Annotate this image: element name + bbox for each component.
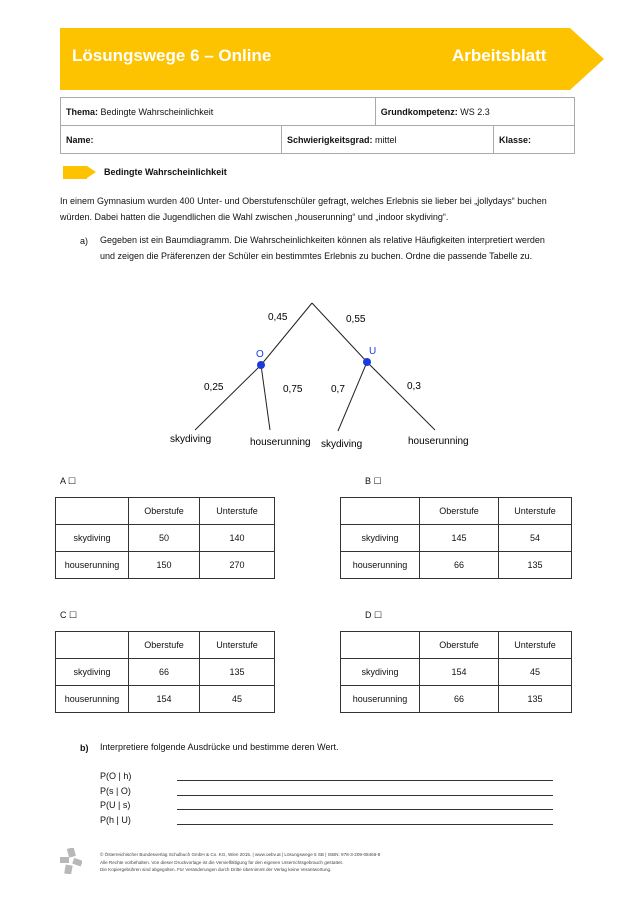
footer-line-2: Alle Rechte vorbehalten. Von dieser Druckvorlage ist die Vervielfältigung für den eigenen Unterrichtsgebrauch gestattet. [100,859,344,865]
answer-line-2[interactable] [177,795,553,796]
table-cell: 50 [129,525,200,552]
intro-line-1: In einem Gymnasium wurden 400 Unter- und Oberstufenschüler gefragt, welches Erlebnis sie lieber bei „jollydays“ buchen [60,196,547,206]
table-header-empty [341,632,420,659]
table-cell: 66 [420,686,499,713]
info-table [60,97,575,154]
table-header: Unterstufe [200,632,275,659]
klasse-label: Klasse: [499,134,532,145]
page-title: Lösungswege 6 – Online [72,46,272,65]
section-arrow-tip [87,166,96,178]
prob-o-house: 0,75 [283,384,303,395]
document-type: Arbeitsblatt [452,46,547,65]
header-banner-arrow [570,28,604,90]
option-a-table [55,497,275,579]
edge-root-u [312,303,367,362]
table-header: Oberstufe [129,498,200,525]
table-cell: 135 [499,552,572,579]
table-cell: 45 [200,686,275,713]
table-header-empty [56,498,129,525]
answer-line-3[interactable] [177,809,553,810]
table-cell: 150 [129,552,200,579]
row-label: skydiving [56,525,129,552]
table-cell: 145 [420,525,499,552]
prob-o: 0,45 [268,312,288,323]
edge-u-sky [338,362,367,431]
footer-copyright [100,851,380,874]
schwierig-label: Schwierigkeitsgrad: [287,134,373,145]
edge-o-sky [195,365,261,430]
table-cell: 45 [499,659,572,686]
leaf-skydiving-o: skydiving [170,434,212,445]
edge-u-house [367,362,435,430]
table-cell: 135 [200,659,275,686]
row-label: houserunning [56,686,129,713]
option-a-checkbox[interactable]: A ☐ [60,476,77,486]
row-label: houserunning [56,552,129,579]
table-header: Oberstufe [420,498,499,525]
name-cell[interactable] [61,126,282,154]
footer-line-3: Die Kopiergebühren sind abgegolten. Für Veränderungen durch Dritte übernimmt der Verlag keine Verantwortung. [100,867,332,872]
leaf-houserunning-u: houserunning [408,436,469,447]
option-c-checkbox[interactable]: C ☐ [60,610,78,620]
table-cell: 54 [499,525,572,552]
expression-4: P(h | U) [100,815,131,825]
option-d-checkbox[interactable]: D ☐ [365,610,383,620]
schwierig-value: mittel [375,134,397,145]
table-cell: 270 [200,552,275,579]
prob-u: 0,55 [346,314,366,325]
task-b-text: Interpretiere folgende Ausdrücke und bestimme deren Wert. [100,742,339,752]
option-b-checkbox[interactable]: B ☐ [365,476,382,486]
row-label: houserunning [341,552,420,579]
kompetenz-value: WS 2.3 [460,106,490,117]
table-header: Unterstufe [200,498,275,525]
table-cell: 66 [420,552,499,579]
leaf-skydiving-u: skydiving [321,439,363,450]
task-a-label: a) [80,236,89,246]
table-header-empty [56,632,129,659]
table-cell: 154 [129,686,200,713]
task-a-line-2: und zeigen die Präferenzen der Schüler ein bestimmtes Erlebnis zu buchen. Ordne die passende Tabelle zu. [100,251,533,261]
option-c-table [55,631,275,713]
node-u-label: U [369,346,377,357]
task-b-label: b) [80,743,89,753]
prob-u-sky: 0,7 [331,384,345,395]
thema-label: Thema: [66,106,99,117]
table-header: Oberstufe [420,632,499,659]
section-title: Bedingte Wahrscheinlichkeit [104,167,227,177]
table-header: Unterstufe [499,632,572,659]
thema-cell [61,98,376,126]
table-cell: 135 [499,686,572,713]
answer-line-4[interactable] [177,824,553,825]
node-o-label: O [256,349,264,360]
klasse-cell[interactable] [494,126,575,154]
table-cell: 140 [200,525,275,552]
node-o [257,361,265,369]
option-d-table [340,631,572,713]
thema-value: Bedingte Wahrscheinlichkeit [100,106,214,117]
leaf-houserunning-o: houserunning [250,437,311,448]
publisher-logo-icon [60,848,82,874]
prob-o-sky: 0,25 [204,382,224,393]
table-header: Unterstufe [499,498,572,525]
name-label: Name: [66,134,94,145]
task-a-line-1: Gegeben ist ein Baumdiagramm. Die Wahrscheinlichkeiten können als relative Häufigkeiten interpretiert werden [100,235,545,245]
row-label: houserunning [341,686,420,713]
table-header-empty [341,498,420,525]
edge-o-house [261,365,270,430]
footer-line-1: © Österreichischer Bundesverlag Schulbuch GmbH & Co. KG, Wien 2015. | www.oebv.at | Lösungswege 5 SB | ISBN: 978-3-209-08466-8 [100,852,381,857]
kompetenz-label: Grundkompetenz: [380,106,458,117]
intro-line-2: würden. Dabei hatten die Jugendlichen die Wahl zwischen „houserunning“ und „indoor skydiving“. [60,212,449,222]
answer-line-1[interactable] [177,780,553,781]
table-cell: 154 [420,659,499,686]
schwierig-cell [282,126,494,154]
expression-2: P(s | O) [100,786,131,796]
prob-u-house: 0,3 [407,381,421,392]
node-u [363,358,371,366]
section-arrow [63,166,87,179]
row-label: skydiving [341,659,420,686]
expression-3: P(U | s) [100,800,131,810]
table-header: Oberstufe [129,632,200,659]
probability-tree [150,295,470,455]
row-label: skydiving [341,525,420,552]
row-label: skydiving [56,659,129,686]
kompetenz-cell [375,98,574,126]
table-cell: 66 [129,659,200,686]
option-b-table [340,497,572,579]
expression-1: P(O | h) [100,771,132,781]
